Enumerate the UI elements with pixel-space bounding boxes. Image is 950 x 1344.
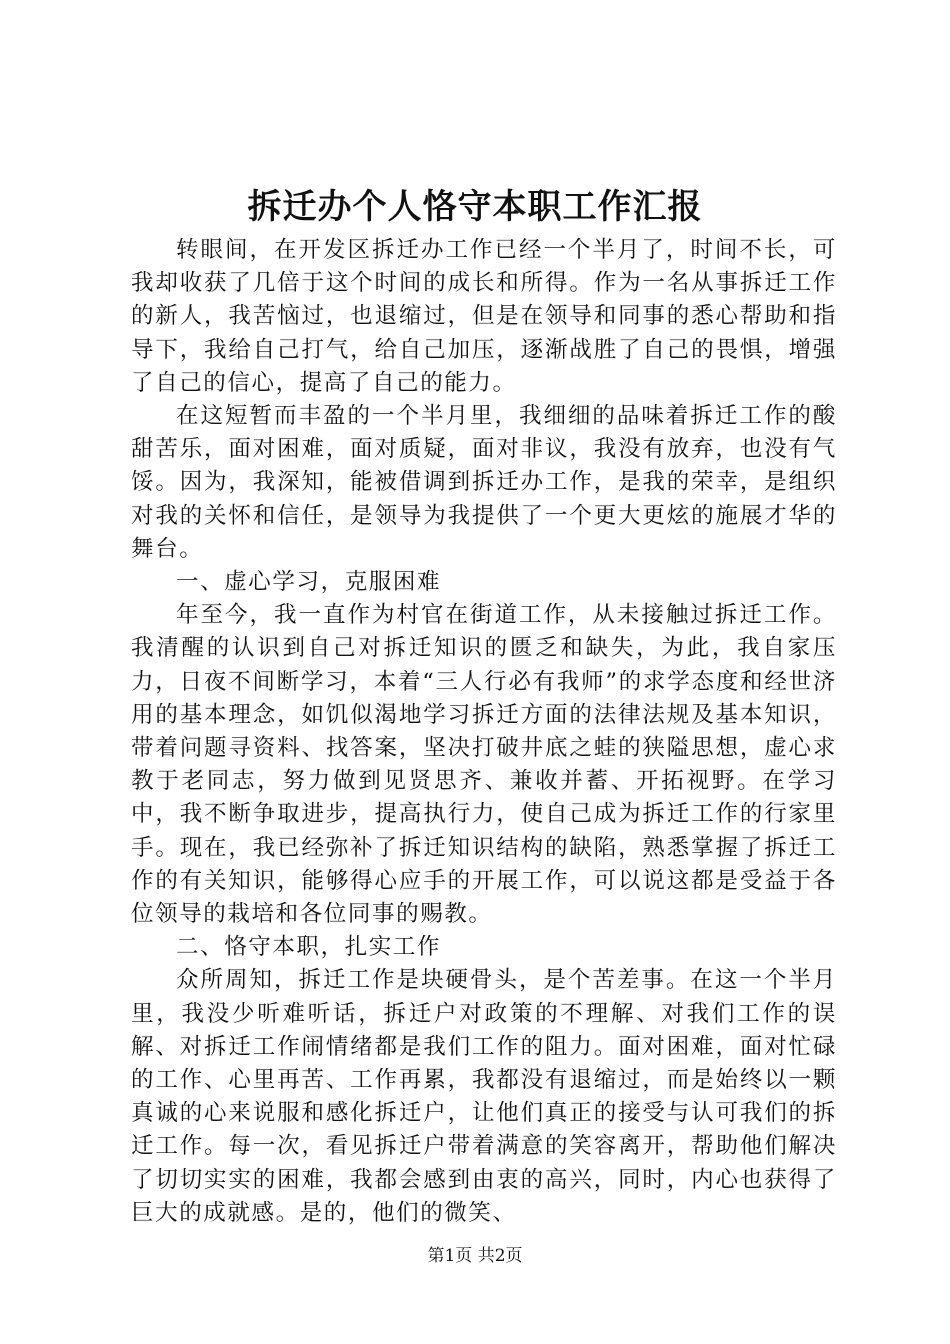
paragraph-intro: 转眼间，在开发区拆迁办工作已经一个半月了，时间不长，可我却收获了几倍于这个时间的成长和所得。作为一名从事拆迁工作的新人，我苦恼过，也退缩过，但是在领导和同事的悉心帮助和指导下，我给自己打气，给自己加压，逐渐战胜了自己的畏惧，增强了自己的信心，提高了自己的能力。: [131, 237, 837, 396]
page-footer: 第1页 共2页: [427, 1246, 523, 1266]
document-body: [131, 234, 837, 1230]
paragraph-reflection: 在这短暂而丰盈的一个半月里，我细细的品味着拆迁工作的酸甜苦乐，面对困难，面对质疑，面对非议，我没有放弃，也没有气馁。因为，我深知，能被借调到拆迁办工作，是我的荣幸，是组织对我的关怀和信任，是领导为我提供了一个更大更炫的施展才华的舞台。: [131, 403, 837, 562]
document-title: 拆迁办个人恪守本职工作汇报: [247, 187, 703, 227]
paragraph-duty: 众所周知，拆迁工作是块硬骨头，是个苦差事。在这一个半月里，我没少听难听话，拆迁户对政策的不理解、对我们工作的误解、对拆迁工作闹情绪都是我们工作的阻力。面对困难，面对忙碌的工作、心里再苦、工作再累，我都没有退缩过，而是始终以一颗真诚的心来说服和感化拆迁户，让他们真正的接受与认可我们的拆迁工作。每一次，看见拆迁户带着满意的笑容离开，帮助他们解决了切切实实的困难，我都会感到由衷的高兴，同时，内心也获得了巨大的成就感。是的，他们的微笑、: [131, 967, 837, 1226]
section-heading-1: 一、虚心学习，克服困难: [176, 569, 442, 596]
paragraph-learning: 年至今，我一直作为村官在街道工作，从未接触过拆迁工作。我清醒的认识到自己对拆迁知识的匮乏和缺失，为此，我自家压力，日夜不间断学习，本着“三人行必有我师”的求学态度和经世济用的基本理念，如饥似渴地学习拆迁方面的法律法规及基本知识，带着问题寻资料、找答案，坚决打破井底之蛙的狭隘思想，虚心求教于老同志，努力做到见贤思齐、兼收并蓄、开拓视野。在学习中，我不断争取进步，提高执行力，使自己成为拆迁工作的行家里手。现在，我已经弥补了拆迁知识结构的缺陷，熟悉掌握了拆迁工作的有关知识，能够得心应手的开展工作，可以说这都是受益于各位领导的栽培和各位同事的赐教。: [131, 602, 837, 928]
section-heading-2: 二、恪守本职，扎实工作: [176, 934, 442, 961]
